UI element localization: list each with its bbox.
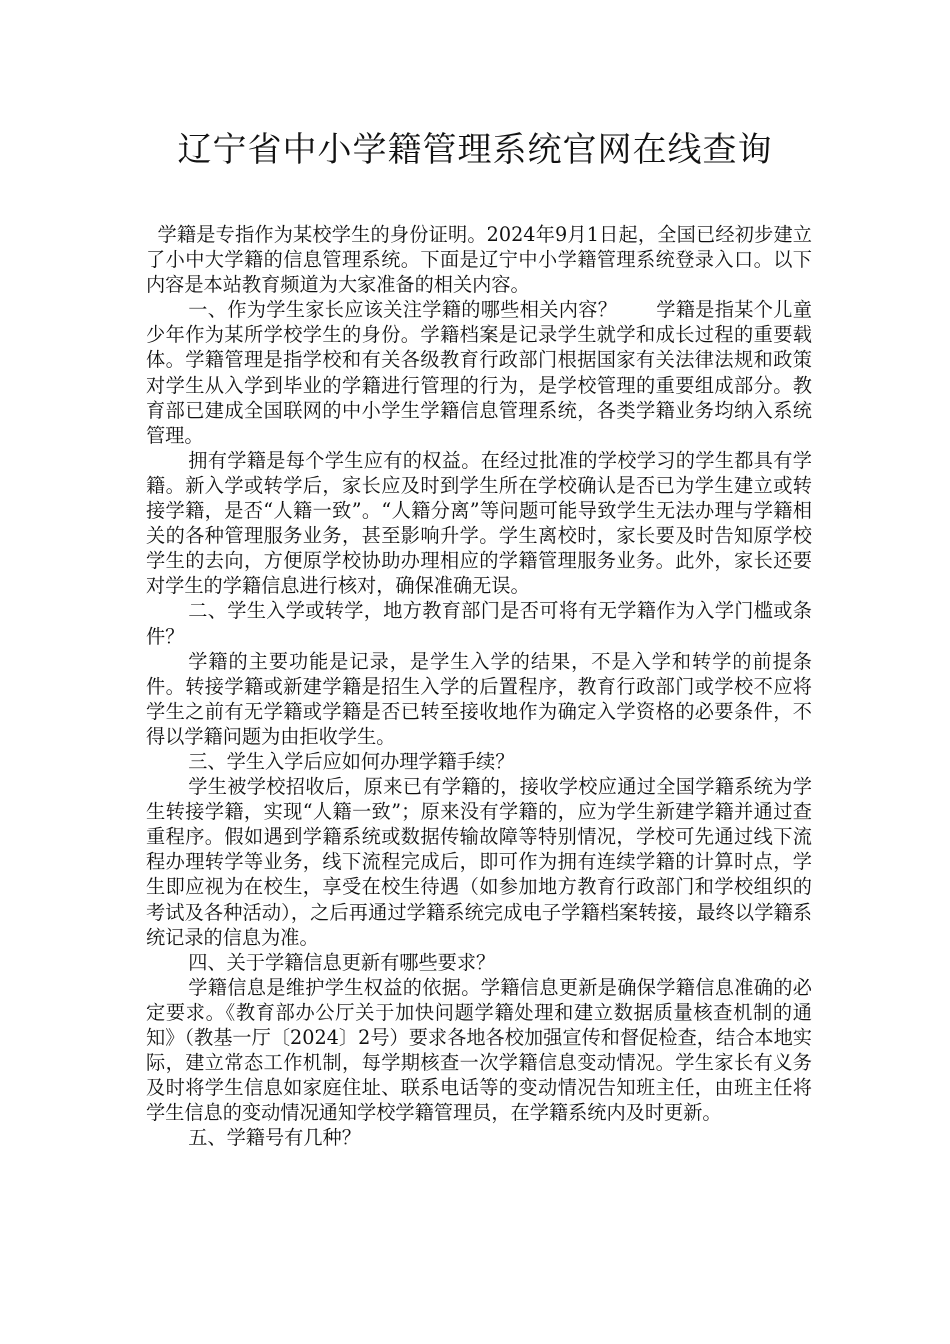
- document-title: 辽宁省中小学籍管理系统官网在线查询: [177, 130, 773, 170]
- paragraph-intro: 学籍是专指作为某校学生的身份证明。2024年9月1日起，全国已经初步建立了小中大学籍的信息管理系统。下面是辽宁中小学籍管理系统登录入口。以下内容是本站教育频道为大家准备的相关内容。: [146, 223, 812, 297]
- paragraph-section-4: 学籍信息是维护学生权益的依据。学籍信息更新是确保学籍信息准确的必定要求。《教育部办公厅关于加快问题学籍处理和建立数据质量核查机制的通知》（教基一厅〔2024〕2号）要求各地各校加强宣传和督促检查，结合本地实际，建立常态工作机制，每学期核查一次学籍信息变动情况。学生家长有义务及时将学生信息如家庭住址、联系电话等的变动情况告知班主任，由班主任将学生信息的变动情况通知学校学籍管理员，在学籍系统内及时更新。: [146, 975, 812, 1125]
- heading-section-5: 五、学籍号有几种？: [188, 1126, 361, 1150]
- paragraph-section-1: 一、作为学生家长应该关注学籍的哪些相关内容？ 学籍是指某个儿童少年作为某所学校学生的身份。学籍档案是记录学生就学和成长过程的重要载体。学籍管理是指学校和有关各级教育行政部门根据国家有关法律法规和政策对学生从入学到毕业的学籍进行管理的行为，是学校管理的重要组成部分。教育部已建成全国联网的中小学生学籍信息管理系统，各类学籍业务均纳入系统管理。: [146, 298, 812, 447]
- document-body: [146, 222, 812, 1150]
- heading-section-3: 三、学生入学后应如何办理学籍手续？: [188, 749, 515, 773]
- heading-section-2: 二、学生入学或转学，地方教育部门是否可将有无学籍作为入学门槛或条件？: [146, 599, 812, 648]
- paragraph-section-2: 学籍的主要功能是记录，是学生入学的结果，不是入学和转学的前提条件。转接学籍或新建学籍是招生入学的后置程序，教育行政部门或学校不应将学生之前有无学籍或学籍是否已转至接收地作为确定入学资格的必要条件，不得以学籍问题为由拒收学生。: [146, 649, 812, 748]
- paragraph-section-3: 学生被学校招收后，原来已有学籍的，接收学校应通过全国学籍系统为学生转接学籍，实现“人籍一致”；原来没有学籍的，应为学生新建学籍并通过查重程序。假如遇到学籍系统或数据传输故障等特别情况，学校可先通过线下流程办理转学等业务，线下流程完成后，即可作为拥有连续学籍的计算时点，学生即应视为在校生，享受在校生待遇（如参加地方教育行政部门和学校组织的考试及各种活动），之后再通过学籍系统完成电子学籍档案转接，最终以学籍系统记录的信息为准。: [146, 775, 812, 949]
- heading-section-4: 四、关于学籍信息更新有哪些要求？: [188, 950, 496, 974]
- paragraph-rights: 拥有学籍是每个学生应有的权益。在经过批准的学校学习的学生都具有学籍。新入学或转学后，家长应及时到学生所在学校确认是否已为学生建立或转接学籍，是否“人籍一致”。“人籍分离”等问题可能导致学生无法办理与学籍相关的各种管理服务业务，甚至影响升学。学生离校时，家长要及时告知原学校学生的去向，方便原学校协助办理相应的学籍管理服务业务。此外，家长还要对学生的学籍信息进行核对，确保准确无误。: [146, 448, 812, 598]
